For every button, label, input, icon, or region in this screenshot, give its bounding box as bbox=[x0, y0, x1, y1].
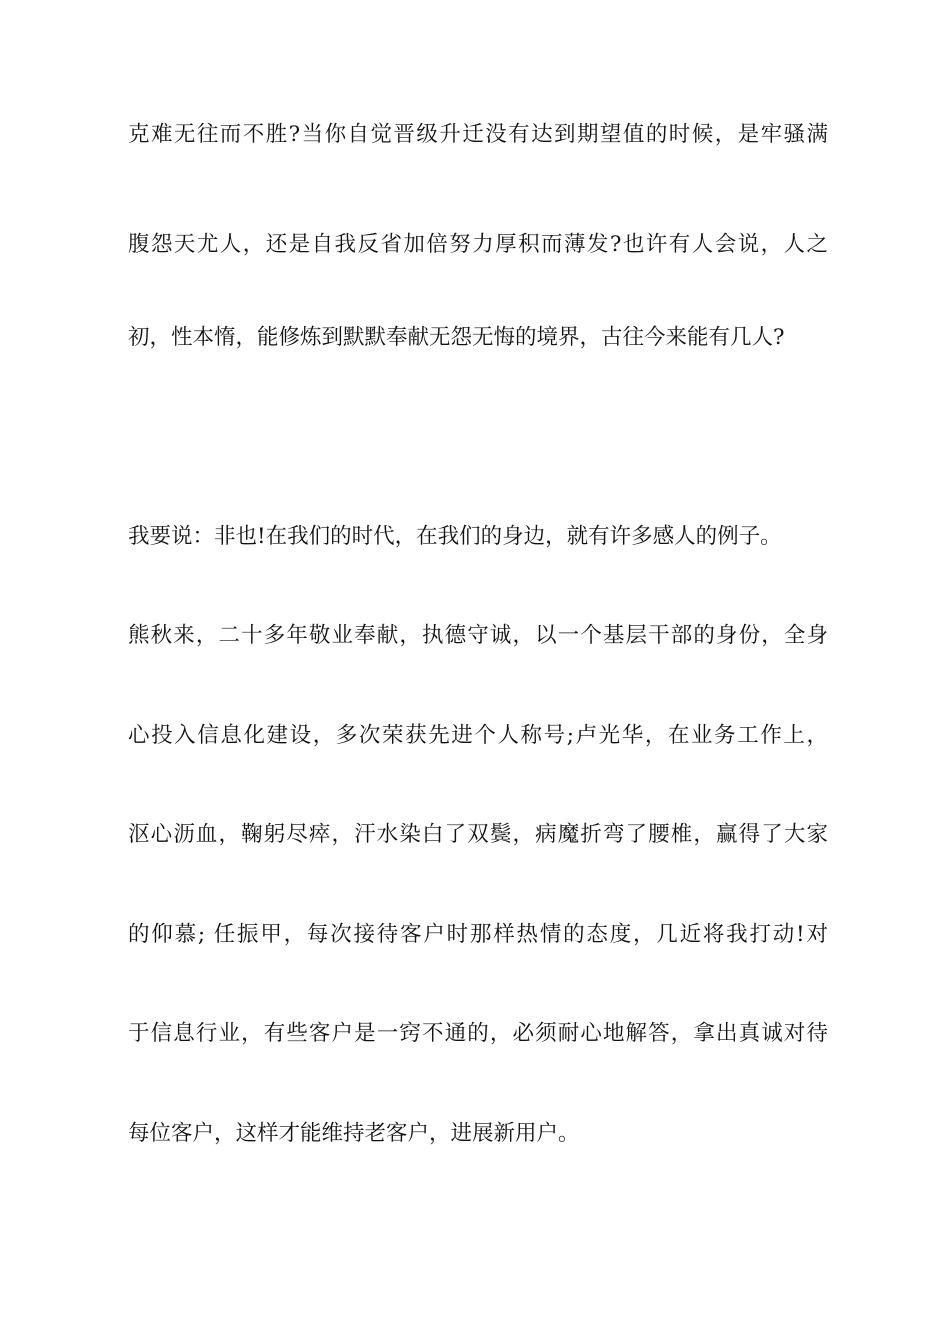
text-line: 腹怨天尤人，还是自我反省加倍努力厚积而薄发?也许有人会说，人之 bbox=[128, 232, 828, 257]
text-line: 初，性本惰，能修炼到默默奉献无怨无悔的境界，古往今来能有几人? bbox=[128, 325, 785, 350]
text-line: 每位客户，这样才能维持老客户，进展新用户。 bbox=[128, 1121, 580, 1146]
text-line: 我要说：非也!在我们的时代，在我们的身边，就有许多感人的例子。 bbox=[128, 524, 782, 549]
text-line: 沤心沥血，鞠躬尽瘁，汗水染白了双鬓，病魔折弯了腰椎，赢得了大家 bbox=[128, 822, 828, 847]
text-line: 心投入信息化建设，多次荣获先进个人称号;卢光华，在业务工作上， bbox=[128, 723, 828, 748]
text-line: 的仰慕; 任振甲，每次接待客户时那样热情的态度，几近将我打动!对 bbox=[128, 922, 828, 947]
text-line: 于信息行业，有些客户是一窍不通的，必须耐心地解答，拿出真诚对待 bbox=[128, 1021, 828, 1046]
text-line: 克难无往而不胜?当你自觉晋级升迁没有达到期望值的时候，是牢骚满 bbox=[128, 122, 828, 147]
text-line: 熊秋来，二十多年敬业奉献，执德守诚，以一个基层干部的身份，全身 bbox=[128, 623, 828, 648]
